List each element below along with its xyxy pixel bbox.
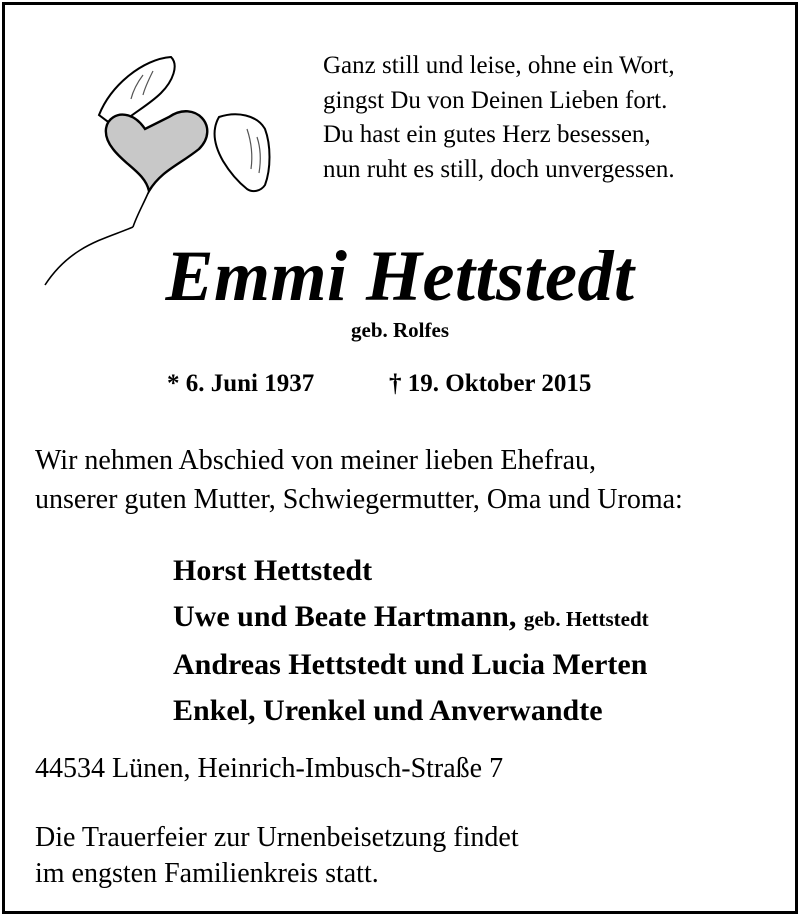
- notice-line: im engsten Familienkreis statt.: [35, 858, 379, 889]
- funeral-notice: [35, 820, 519, 892]
- farewell-intro: [35, 441, 683, 519]
- intro-line: Wir nehmen Abschied von meiner lieben Ehefrau,: [35, 445, 597, 476]
- poem-line: gingst Du von Deinen Lieben fort.: [323, 86, 668, 114]
- notice-line: Die Trauerfeier zur Urnenbeisetzung findet: [35, 822, 519, 853]
- poem-line: Ganz still und leise, ohne ein Wort,: [323, 52, 675, 79]
- mourner-maiden-note: geb. Hettstedt: [523, 606, 649, 631]
- poem-line: nun ruht es still, doch unvergessen.: [323, 155, 675, 183]
- obituary-card: [2, 2, 798, 914]
- mourner-line: Andreas Hettstedt und Lucia Merten: [173, 648, 648, 681]
- deceased-name: Emmi Hettstedt: [165, 236, 635, 316]
- death-date: † 19. Oktober 2015: [389, 370, 592, 397]
- mourner-names: Uwe und Beate Hartmann,: [173, 599, 517, 633]
- poem-line: Du hast ein gutes Herz besessen,: [323, 121, 651, 148]
- mourner-line: Horst Hettstedt: [173, 554, 373, 587]
- poem: [323, 49, 675, 187]
- intro-line: unserer guten Mutter, Schwiegermutter, Oma und Uroma:: [35, 484, 683, 515]
- mourners-list: [173, 548, 649, 733]
- birth-date: * 6. Juni 1937: [167, 370, 315, 397]
- mourner-line: Enkel, Urenkel und Anverwandte: [173, 693, 603, 727]
- maiden-name: geb. Rolfes: [351, 318, 449, 342]
- mourner-line: [173, 594, 649, 643]
- address: 44534 Lünen, Heinrich-Imbusch-Straße 7: [35, 753, 504, 784]
